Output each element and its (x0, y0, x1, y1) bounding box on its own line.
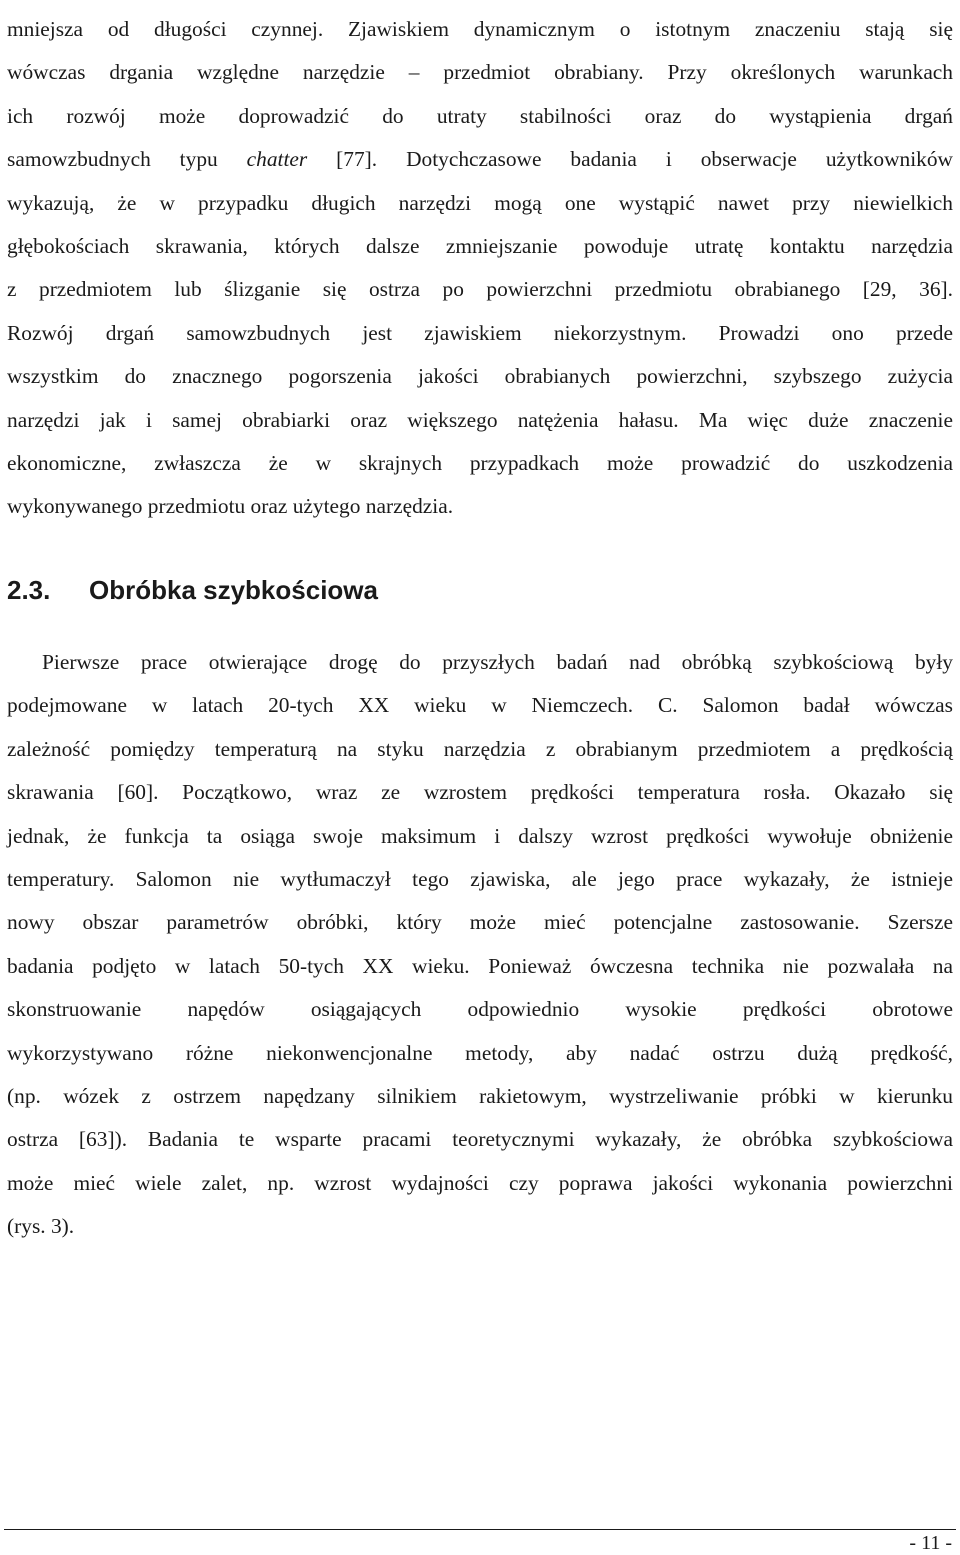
section-number: 2.3. (7, 575, 51, 605)
text-line: (np. wózek z ostrzem napędzany silnikiem rakietowym, wystrzeliwanie próbki w kierunku (7, 1083, 953, 1108)
text-line: może mieć wiele zalet, np. wzrost wydajności czy poprawa jakości wykonania powierzchni (7, 1170, 953, 1195)
text-line: głębokościach skrawania, których dalsze zmniejszanie powoduje utratę kontaktu narzędzia (7, 233, 953, 258)
text-line: wykazują, że w przypadku długich narzędzi mogą one wystąpić nawet przy niewielkich (7, 190, 953, 215)
page-number: - 11 - (909, 1532, 952, 1554)
text-run: samowzbudnych typu (7, 147, 247, 172)
text-line: narzędzi jak i samej obrabiarki oraz większego natężenia hałasu. Ma więc duże znaczenie (7, 407, 953, 432)
text-line: z przedmiotem lub ślizganie się ostrza po powierzchni przedmiotu obrabianego [29, 36]. (7, 277, 953, 302)
text-line: jednak, że funkcja ta osiąga swoje maksimum i dalszy wzrost prędkości wywołuje obniżenie (7, 823, 953, 848)
text-line: nowy obszar parametrów obróbki, który może mieć potencjalne zastosowanie. Szersze (7, 910, 953, 935)
text-line: temperatury. Salomon nie wytłumaczył tego zjawiska, ale jego prace wykazały, że istnieje (7, 866, 953, 891)
text-line: wszystkim do znacznego pogorszenia jakości obrabianych powierzchni, szybszego zużycia (7, 364, 953, 389)
italic-term: chatter (246, 147, 308, 172)
text-line: (rys. 3). (7, 1214, 75, 1239)
section-title: Obróbka szybkościowa (89, 575, 378, 605)
text-line: ostrza [63]). Badania te wsparte pracami teoretycznymi wykazały, że obróbka szybkościowa (7, 1127, 953, 1152)
text-line: podejmowane w latach 20-tych XX wieku w Niemczech. C. Salomon badał wówczas (7, 693, 953, 718)
text-line: skonstruowanie napędów osiągających odpowiednio wysokie prędkości obrotowe (7, 997, 953, 1022)
text-line: zależność pomiędzy temperaturą na styku narzędzia z obrabianym przedmiotem a prędkością (7, 736, 953, 761)
text-run: [77]. Dotychczasowe badania i obserwacje użytkowników (307, 147, 953, 172)
footer-divider (4, 1529, 956, 1530)
paragraph-drgania (7, 8, 953, 529)
text-line: ich rozwój może doprowadzić do utraty stabilności oraz do wystąpienia drgań (7, 103, 953, 128)
text-line: Pierwsze prace otwierające drogę do przyszłych badań nad obróbką szybkościową były (42, 650, 953, 674)
text-line: ekonomiczne, zwłaszcza że w skrajnych przypadkach może prowadzić do uszkodzenia (7, 450, 953, 475)
text-line: wykonywanego przedmiotu oraz użytego narzędzia. (7, 494, 454, 519)
text-line: wykorzystywano różne niekonwencjonalne metody, aby nadać ostrzu dużą prędkość, (7, 1040, 953, 1065)
paragraph-obrobka-szybkosciowa (7, 641, 953, 1248)
text-line-with-italic (7, 138, 953, 181)
section-heading (7, 570, 378, 610)
text-line: badania podjęto w latach 50-tych XX wieku. Ponieważ ówczesna technika nie pozwalała na (7, 953, 953, 978)
text-line: mniejsza od długości czynnej. Zjawiskiem dynamicznym o istotnym znaczeniu stają się (7, 17, 953, 41)
text-line: skrawania [60]. Początkowo, wraz ze wzrostem prędkości temperatura rosła. Okazało się (7, 780, 953, 805)
text-line: wówczas drgania względne narzędzie – przedmiot obrabiany. Przy określonych warunkach (7, 60, 953, 85)
text-line: Rozwój drgań samowzbudnych jest zjawiskiem niekorzystnym. Prowadzi ono przede (7, 320, 953, 345)
